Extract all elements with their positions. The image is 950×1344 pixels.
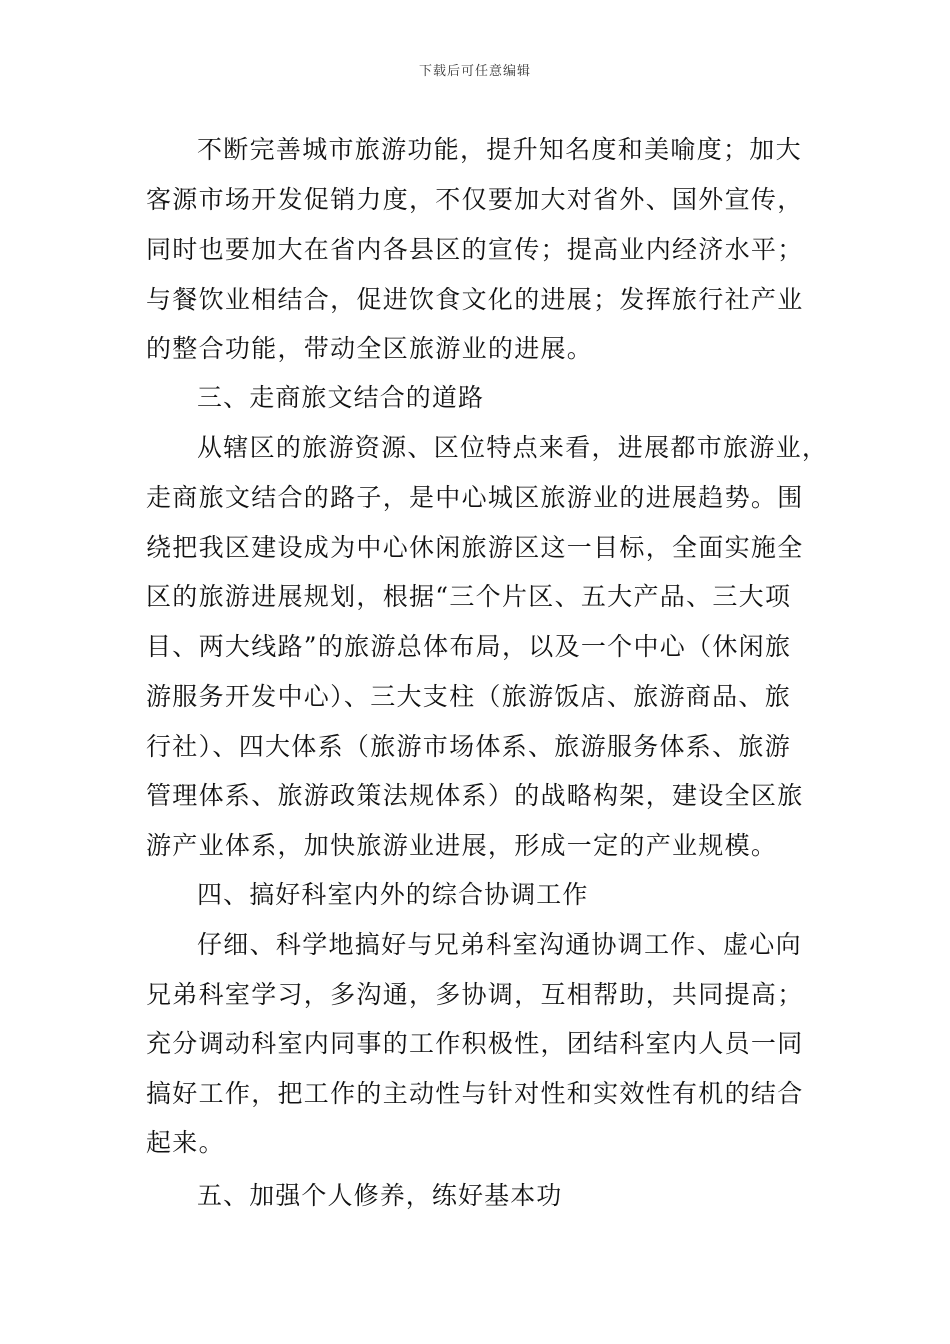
paragraph-2-line-1: 从辖区的旅游资源、区位特点来看，进展都市旅游业，	[197, 433, 829, 462]
paragraph-3-line-4: 搞好工作，把工作的主动性与针对性和实效性有机的结合	[146, 1079, 804, 1108]
paragraph-3-line-2: 兄弟科室学习，多沟通，多协调，互相帮助，共同提高；	[146, 980, 804, 1009]
paragraph-2-line-5: 目、两大线路”的旅游总体布局，以及一个中心（休闲旅	[146, 632, 792, 661]
page-header: 下载后可任意编辑	[418, 64, 531, 79]
paragraph-2-line-6: 游服务开发中心）、三大支柱（旅游饭店、旅游商品、旅	[146, 682, 792, 711]
paragraph-1-line-3: 同时也要加大在省内各县区的宣传；提高业内经济水平；	[146, 235, 804, 264]
paragraph-3-line-5: 起来。	[146, 1128, 225, 1157]
paragraph-2-line-8: 管理体系、旅游政策法规体系）的战略构架，建设全区旅	[146, 781, 804, 810]
paragraph-3-line-3: 充分调动科室内同事的工作积极性，团结科室内人员一同	[146, 1029, 804, 1058]
section-heading-5: 五、加强个人修养，练好基本功	[197, 1181, 563, 1210]
paragraph-1-line-4: 与餐饮业相结合，促进饮食文化的进展；发挥旅行社产业	[146, 285, 804, 314]
paragraph-1-line-5: 的整合功能，带动全区旅游业的进展。	[146, 334, 594, 363]
paragraph-1-line-1: 不断完善城市旅游功能，提升知名度和美喻度；加大	[197, 135, 802, 164]
section-heading-3: 三、走商旅文结合的道路	[197, 383, 485, 412]
paragraph-2-line-3: 绕把我区建设成为中心休闲旅游区这一目标，全面实施全	[146, 533, 804, 562]
paragraph-1-line-2: 客源市场开发促销力度，不仅要加大对省外、国外宣传，	[146, 185, 804, 214]
paragraph-2-line-9: 游产业体系，加快旅游业进展，形成一定的产业规模。	[146, 831, 778, 860]
paragraph-2-line-4: 区的旅游进展规划，根据“三个片区、五大产品、三大项	[146, 582, 792, 611]
paragraph-3-line-1: 仔细、科学地搞好与兄弟科室沟通协调工作、虚心向	[197, 930, 802, 959]
paragraph-2-line-7: 行社）、四大体系（旅游市场体系、旅游服务体系、旅游	[146, 732, 792, 761]
section-heading-4: 四、搞好科室内外的综合协调工作	[197, 880, 589, 909]
paragraph-2-line-2: 走商旅文结合的路子，是中心城区旅游业的进展趋势。围	[146, 483, 804, 512]
